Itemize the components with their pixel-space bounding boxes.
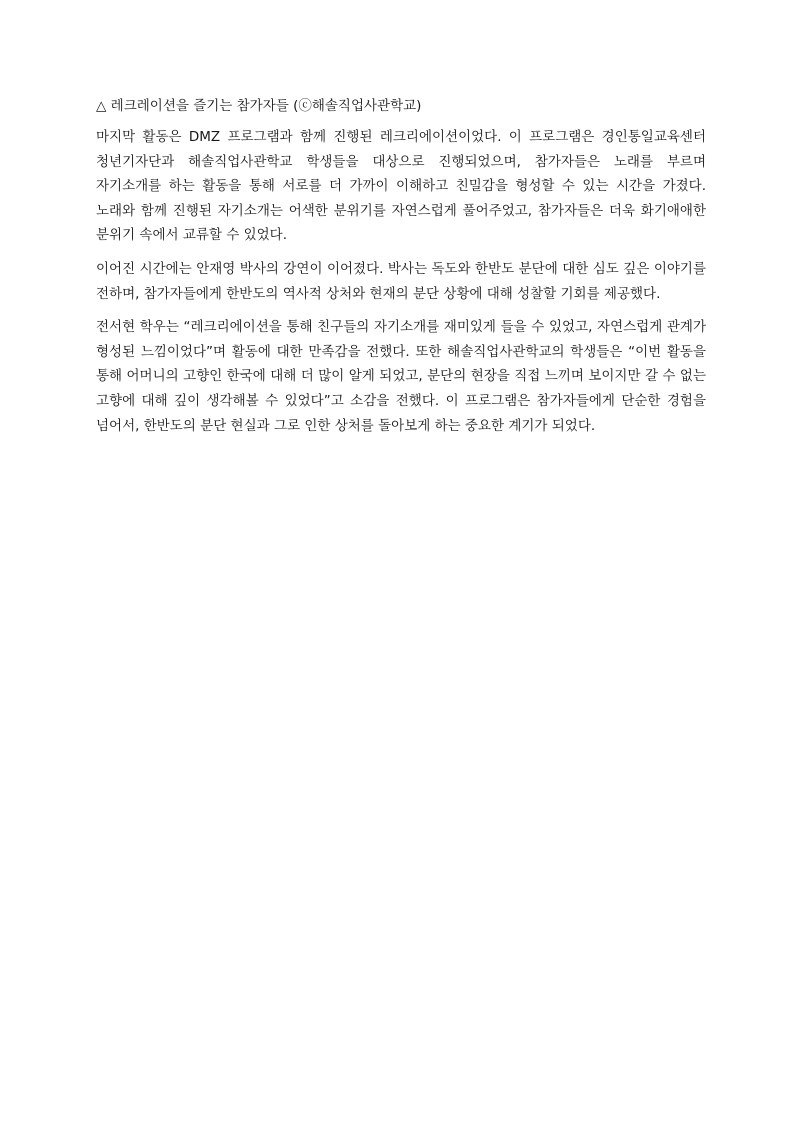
paragraph-recreation: 마지막 활동은 DMZ 프로그램과 함께 진행된 레크리에이션이었다. 이 프로그램은 경인통일교육센터 청년기자단과 해솔직업사관학교 학생들을 대상으로 진행되었으며, 참가자들은 노래를 부르며 자기소개를 하는 활동을 통해 서로를 더 가까이 이해하고 친밀감을 형성할 수 있는 시간을 가졌다. 노래와 함께 진행된 자기소개는 어색한 분위기를 자연스럽게 풀어주었고, 참가자들은 더욱 화기애애한 분위기 속에서 교류할 수 있었다. <box>96 129 706 244</box>
photo-caption: △ 레크레이션을 즐기는 참가자들 (ⓒ해솔직업사관학교) <box>96 98 422 114</box>
paragraph-lecture: 이어진 시간에는 안재영 박사의 강연이 이어졌다. 박사는 독도와 한반도 분단에 대한 심도 깊은 이야기를 전하며, 참가자들에게 한반도의 역사적 상처와 현재의 분단 상황에 대해 성찰할 기회를 제공했다. <box>96 260 706 302</box>
document-page <box>96 94 706 447</box>
paragraph-testimonials: 전서현 학우는 “레크리에이션을 통해 친구들의 자기소개를 재미있게 들을 수 있었고, 자연스럽게 관계가 형성된 느낌이었다”며 활동에 대한 만족감을 전했다. 또한 해솔직업사관학교의 학생들은 “이번 활동을 통해 어머니의 고향인 한국에 대해 더 많이 알게 되었고, 분단의 현장을 직접 느끼며 보이지만 갈 수 없는 고향에 대해 깊이 생각해볼 수 있었다”고 소감을 전했다. 이 프로그램은 참가자들에게 단순한 경험을 넘어서, 한반도의 분단 현실과 그로 인한 상처를 돌아보게 하는 중요한 계기가 되었다. <box>96 319 706 434</box>
